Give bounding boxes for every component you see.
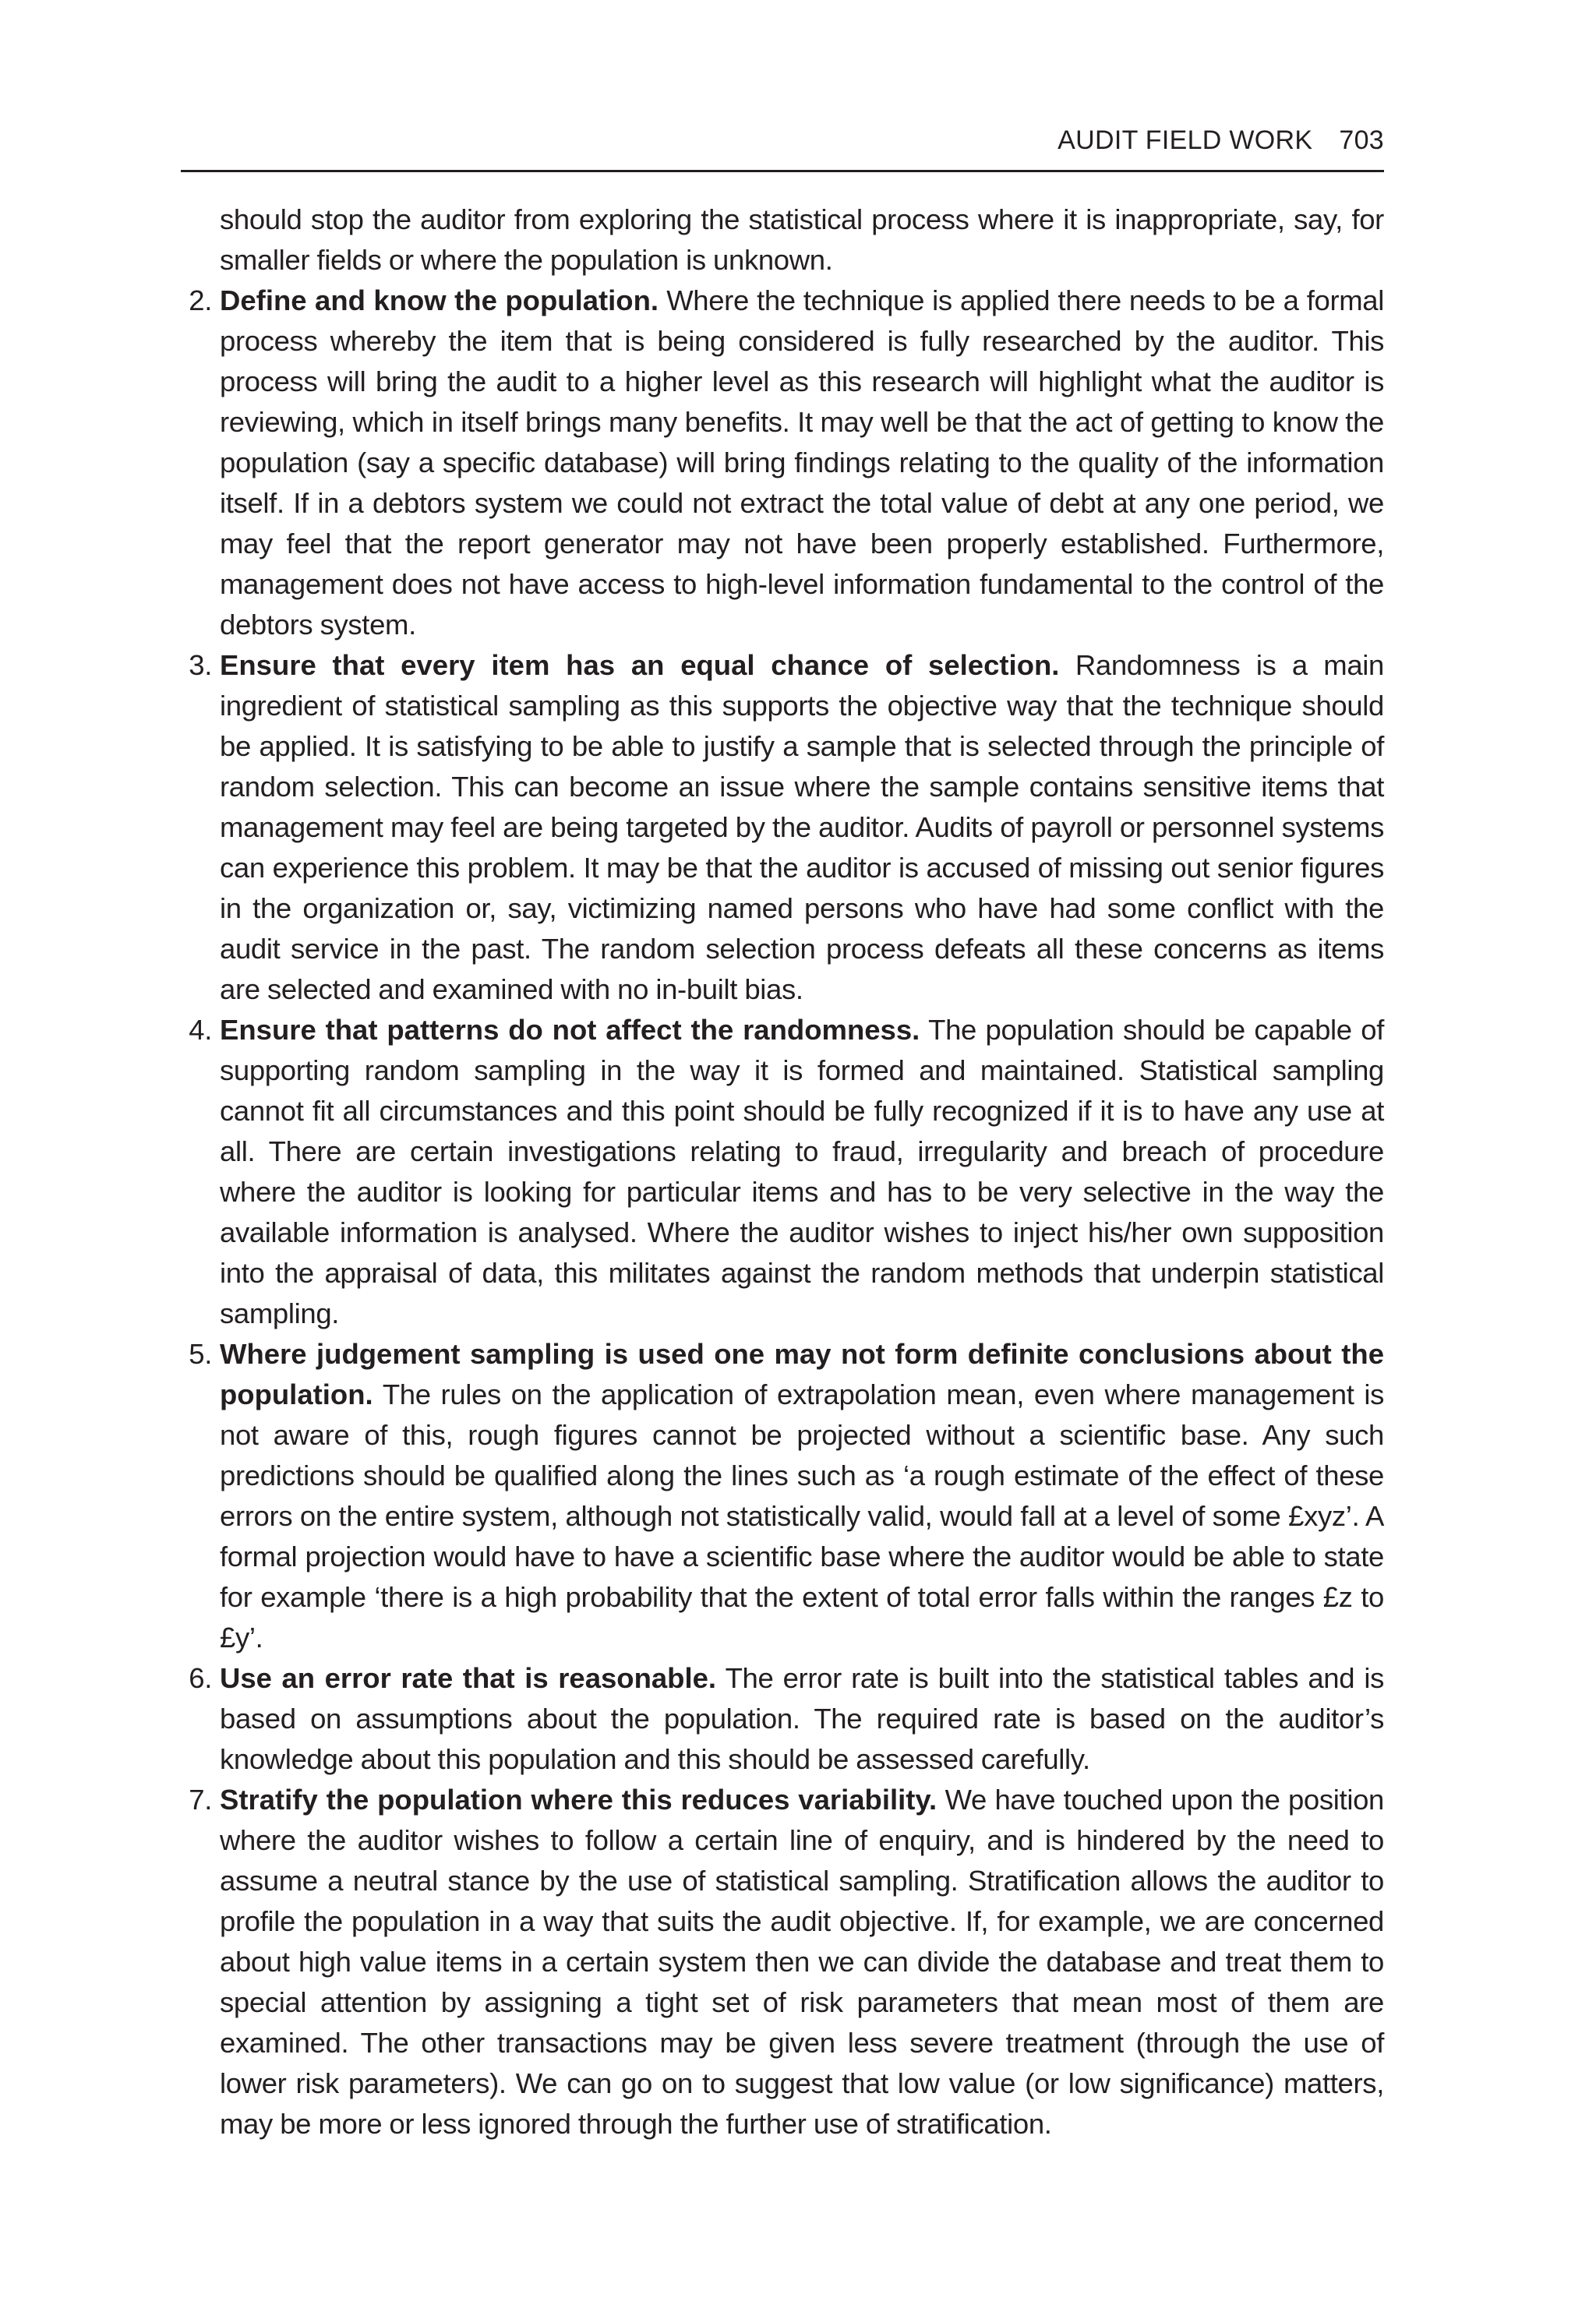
list-item xyxy=(181,645,1384,1010)
page-number: 703 xyxy=(1339,125,1384,155)
section-title: AUDIT FIELD WORK xyxy=(1058,125,1313,155)
item-text: The error rate is built into the statistical tables and is based on assumptions about the population. The required rate is based on the auditor’s knowledge about this population and this should be assessed carefully. xyxy=(220,1662,1384,1775)
item-number: 3. xyxy=(189,649,212,681)
list-item xyxy=(181,1334,1384,1658)
item-heading: Define and know the population. xyxy=(220,284,659,316)
list-item xyxy=(181,1780,1384,2144)
item-number: 5. xyxy=(189,1338,212,1370)
item-heading: Ensure that patterns do not affect the randomness. xyxy=(220,1014,920,1046)
item-number: 4. xyxy=(189,1014,212,1046)
item-number: 2. xyxy=(189,284,212,316)
item-number: 7. xyxy=(189,1784,212,1816)
numbered-list xyxy=(181,281,1384,2144)
item-number: 6. xyxy=(189,1662,212,1694)
item-text: The rules on the application of extrapolation mean, even where management is not aware of this, rough figures cannot be projected without a scientific base. Any such predictions should be qualified along the lines such as ‘a rough estimate of the effect of these errors on the entire system, although not statistically valid, would fall at a level of some £xyz’. A formal projection would have to have a scientific base where the auditor would be able to state for example ‘there is a high probability that the extent of total error falls within the ranges £z to £y’. xyxy=(220,1378,1384,1654)
item-text: The population should be capable of supporting random sampling in the way it is formed and maintained. Statistical sampling cannot fit all circumstances and this point should be fully recognized if it is to have any use at all. There are certain investigations relating to fraud, irregularity and breach of procedure where the auditor is looking for particular items and has to be very selective in the way the available information is analysed. Where the auditor wishes to inject his/her own supposition into the appraisal of data, this militates against the random methods that underpin statistical sampling. xyxy=(220,1014,1385,1329)
item-text: Randomness is a main ingredient of statistical sampling as this supports the objective way that the technique should be applied. It is satisfying to be able to justify a sample that is selected through the principle of random selection. This can become an issue where the sample contains sensitive items that management may feel are being targeted by the auditor. Audits of payroll or personnel systems can experience this problem. It may be that the auditor is accused of missing out senior figures in the organization or, say, victimizing named persons who have had some conflict with the audit service in the past. The random selection process defeats all these concerns as items are selected and examined with no in-built bias. xyxy=(220,649,1384,1005)
list-item xyxy=(181,1010,1384,1334)
item-text: We have touched upon the position where the auditor wishes to follow a certain line of enquiry, and is hindered by the need to assume a neutral stance by the use of statistical sampling. Stratification allows the auditor to profile the population in a way that suits the audit objective. If, for example, we are concerned about high value items in a certain system then we can divide the database and treat them to special attention by assigning a tight set of risk parameters that mean most of them are examined. The other transactions may be given less severe treatment (through the use of lower risk parameters). We can go on to suggest that low value (or low significance) matters, may be more or less ignored through the further use of stratification. xyxy=(220,1784,1384,2140)
item-heading: Stratify the population where this reduces variability. xyxy=(220,1784,937,1816)
item-text: Where the technique is applied there needs to be a formal process whereby the item that is being considered is fully researched by the auditor. This process will bring the audit to a higher level as this research will highlight what the auditor is reviewing, which in itself brings many benefits. It may well be that the act of getting to know the population (say a specific database) will bring findings relating to the quality of the information itself. If in a debtors system we could not extract the total value of debt at any one period, we may feel that the report generator may not have been properly established. Furthermore, management does not have access to high-level information fundamental to the control of the debtors system. xyxy=(220,284,1385,641)
item-heading: Use an error rate that is reasonable. xyxy=(220,1662,717,1694)
running-header xyxy=(181,117,1384,172)
continued-paragraph: should stop the auditor from exploring the statistical process where it is inappropriate, say, for smaller fields or where the population is unknown. xyxy=(220,203,1384,276)
item-heading: Where judgement sampling is used one may not form definite conclusions about the population. xyxy=(220,1338,1384,1410)
body-text xyxy=(181,199,1384,2144)
list-item xyxy=(181,1658,1384,1780)
item-heading: Ensure that every item has an equal chance of selection. xyxy=(220,649,1060,681)
list-item xyxy=(181,281,1384,645)
